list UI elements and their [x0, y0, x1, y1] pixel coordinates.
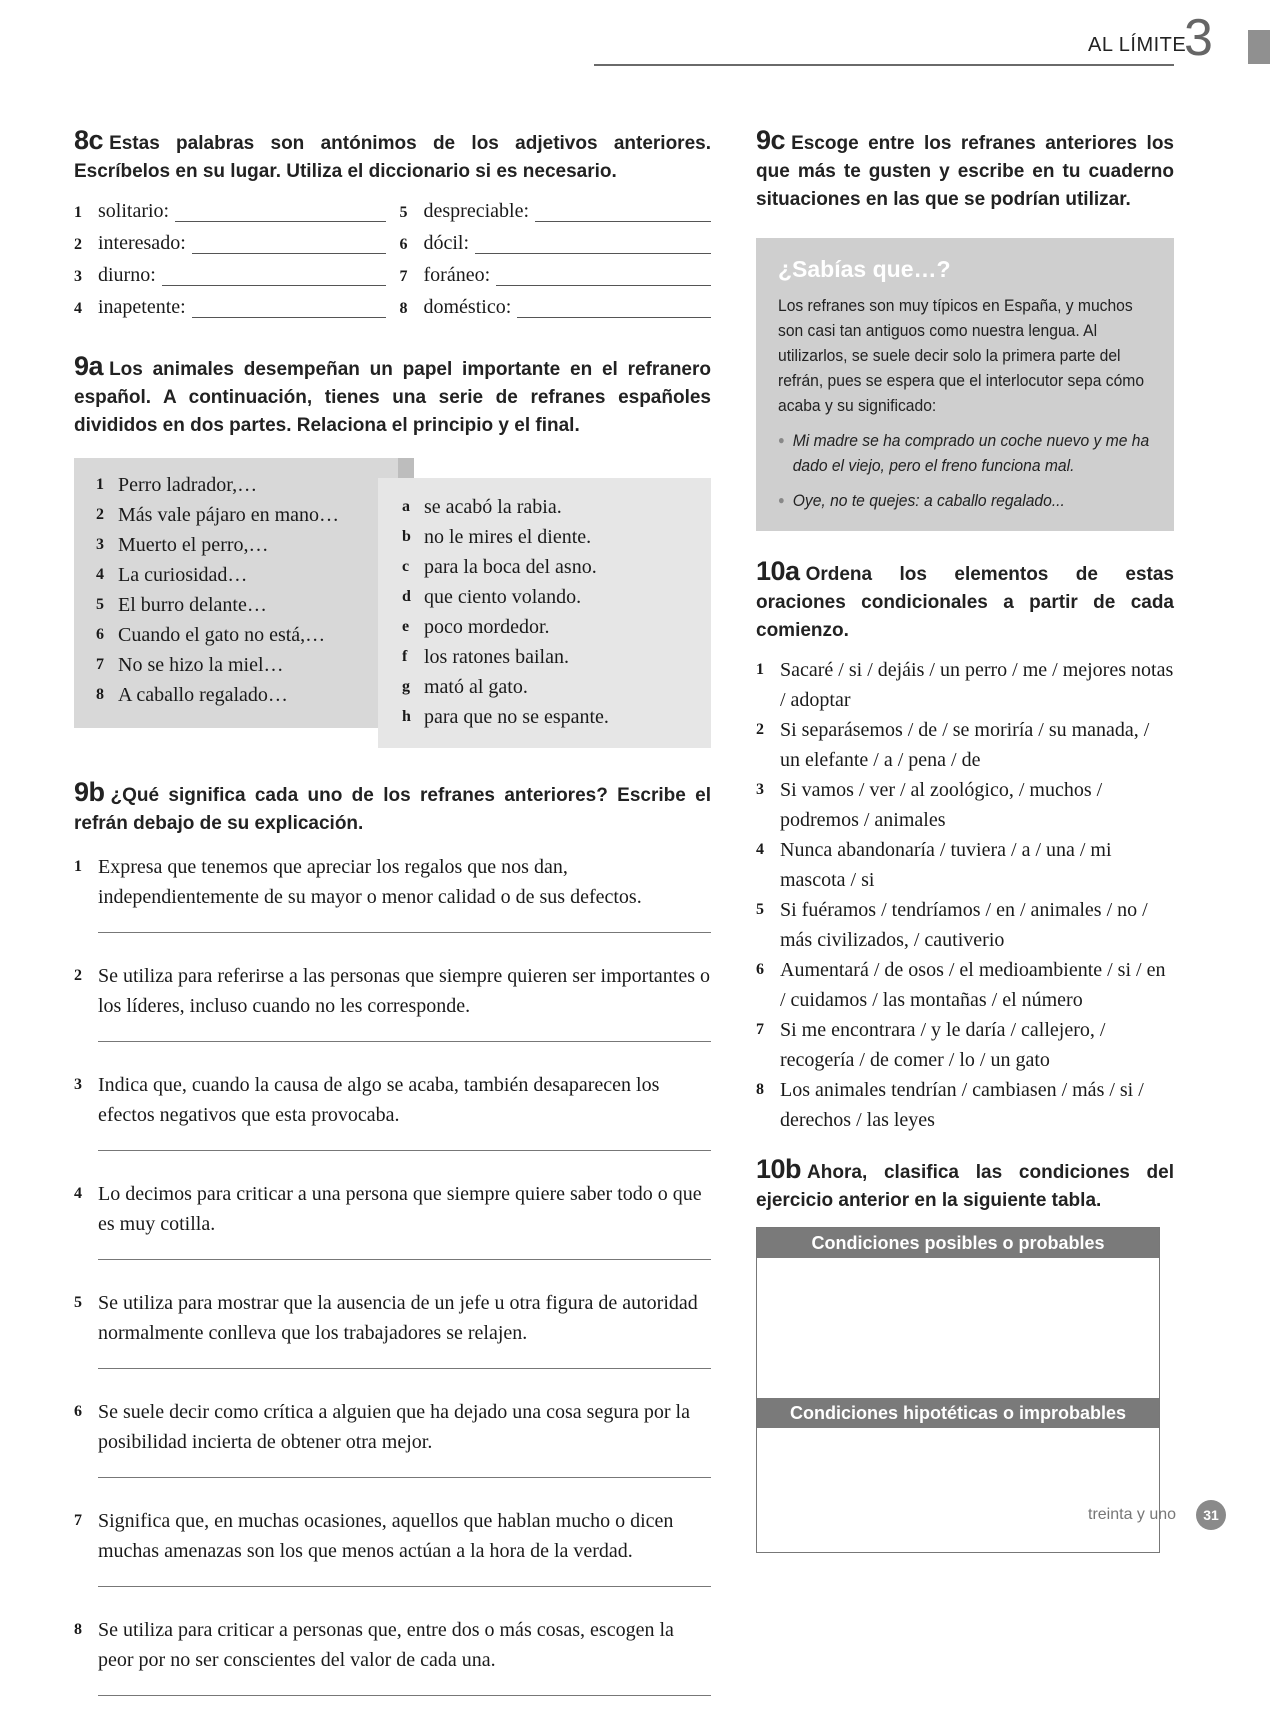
item-number: 3: [756, 781, 764, 798]
proverb-ending: [402, 702, 711, 732]
proverb-text: los ratones bailan.: [424, 646, 569, 668]
item-number: 6: [74, 1403, 82, 1420]
proverb-ending: [402, 522, 711, 552]
antonyms-list: [74, 196, 711, 324]
item-number: 8: [399, 300, 408, 317]
conditions-table: [756, 1227, 1160, 1553]
item-number: 5: [96, 596, 104, 613]
proverb-beginning: [96, 560, 398, 590]
exercise-9a-instruction: Los animales desempeñan un papel importante en el refranero español. A continuación, tienes una serie de refranes españoles divididos en dos partes. Relaciona el principio y el final.: [74, 359, 711, 436]
item-number: 1: [96, 476, 104, 493]
item-number: 1: [74, 204, 82, 221]
proverb-text: no le mires el diente.: [424, 526, 592, 548]
proverb-beginning: [96, 680, 398, 710]
item-number: 2: [756, 721, 764, 738]
exercise-8c-number: 8c: [74, 125, 104, 155]
item-number: 6: [756, 961, 764, 978]
item-letter: a: [402, 498, 410, 515]
proverb-text: La curiosidad…: [118, 564, 248, 586]
item-letter: f: [402, 648, 408, 665]
antonym-word: doméstico:: [423, 296, 512, 318]
sentence-item: [756, 775, 1174, 835]
unit-title: AL LÍMITE: [1088, 34, 1187, 56]
sentence-item: [756, 1075, 1174, 1135]
answer-line[interactable]: [98, 1021, 711, 1042]
proverb-endings-box: [378, 478, 711, 748]
unit-number: 3: [1184, 9, 1213, 67]
sentences-to-order-list: [756, 655, 1174, 1135]
proverb-ending: [402, 492, 711, 522]
header-rule: [594, 64, 1174, 66]
answer-blank[interactable]: [535, 207, 711, 222]
table-header-possible: Condiciones posibles o probables: [757, 1228, 1159, 1258]
exercise-9b: [74, 778, 711, 1710]
unit-tab-marker: [1248, 30, 1270, 64]
meanings-list: [74, 852, 711, 1710]
proverb-text: para que no se espante.: [424, 706, 609, 728]
item-number: 4: [74, 300, 82, 317]
antonym-item: [74, 292, 386, 324]
exercise-10a-number: 10a: [756, 556, 800, 586]
antonym-word: dócil:: [423, 232, 470, 254]
antonym-item: [400, 260, 712, 292]
left-column: [74, 126, 711, 1710]
item-number: 7: [96, 656, 104, 673]
item-number: 1: [74, 858, 82, 875]
antonym-word: interesado:: [98, 232, 186, 254]
sentence-item: [756, 895, 1174, 955]
exercise-9b-instruction: ¿Qué significa cada uno de los refranes anteriores? Escribe el refrán debajo de su explicación.: [74, 785, 711, 834]
table-header-hypothetical: Condiciones hipotéticas o improbables: [757, 1398, 1159, 1428]
item-letter: b: [402, 528, 411, 545]
meaning-text: Se utiliza para referirse a las personas que siempre quieren ser importantes o los líderes, incluso cuando no les corresponde.: [98, 965, 710, 1017]
proverb-text: para la boca del asno.: [424, 556, 597, 578]
antonym-item: [74, 228, 386, 260]
bullet-icon: ●: [778, 493, 785, 507]
proverb-text: A caballo regalado…: [118, 684, 288, 706]
table-cell-hypothetical[interactable]: [757, 1428, 1159, 1552]
item-letter: g: [402, 678, 410, 695]
did-you-know-body: Los refranes son muy típicos en España, y muchos son casi tan antiguos como nuestra lengua. Al utilizarlos, se suele decir solo la primera parte del refrán, pues se espera que el interlocutor sepa cómo acaba y su significado:: [778, 296, 1145, 415]
proverb-text: que ciento volando.: [424, 586, 582, 608]
sentence-text: Nunca abandonaría / tuviera / a / una / mi mascota / si: [780, 839, 1112, 891]
exercise-9b-heading: [74, 778, 711, 838]
item-number: 4: [756, 841, 764, 858]
item-letter: d: [402, 588, 411, 605]
answer-line[interactable]: [98, 1348, 711, 1369]
proverb-text: Más vale pájaro en mano…: [118, 504, 340, 526]
answer-line[interactable]: [98, 1566, 711, 1587]
exercise-10a-instruction: Ordena los elementos de estas oraciones condicionales a partir de cada comienzo.: [756, 564, 1174, 641]
sentence-text: Sacaré / si / dejáis / un perro / me / mejores notas / adoptar: [780, 659, 1174, 711]
antonym-item: [400, 196, 712, 228]
meaning-text: Significa que, en muchas ocasiones, aquellos que hablan mucho o dicen muchas amenazas son los que menos actúan a la hora de la verdad.: [98, 1510, 674, 1562]
exercise-8c-instruction: Estas palabras son antónimos de los adjetivos anteriores. Escríbelos en su lugar. Utiliza el diccionario si es necesario.: [74, 133, 711, 182]
meaning-item: [74, 1615, 711, 1710]
sentence-item: [756, 1015, 1174, 1075]
item-letter: e: [402, 618, 410, 635]
meaning-text-row: [74, 1506, 711, 1566]
exercise-9c-instruction: Escoge entre los refranes anteriores los que más te gusten y escribe en tu cuaderno situaciones en las que se podrían utilizar.: [756, 133, 1174, 210]
proverb-ending: [402, 552, 711, 582]
meaning-item: [74, 1070, 711, 1165]
antonym-word: diurno:: [98, 264, 156, 286]
item-number: 4: [74, 1185, 82, 1202]
answer-line[interactable]: [98, 1239, 711, 1260]
proverb-beginning: [96, 500, 398, 530]
answer-blank[interactable]: [162, 271, 386, 286]
item-number: 1: [756, 661, 764, 678]
proverb-text: El burro delante…: [118, 594, 267, 616]
item-number: 7: [756, 1021, 764, 1038]
meaning-text-row: [74, 1070, 711, 1130]
antonym-word: foráneo:: [423, 264, 491, 286]
exercise-9a-number: 9a: [74, 351, 104, 381]
meaning-text: Indica que, cuando la causa de algo se acaba, también desaparecen los efectos negativos que esta provocaba.: [98, 1074, 660, 1126]
answer-blank[interactable]: [192, 303, 386, 318]
proverbs-matching: [74, 458, 711, 748]
sentence-text: Si vamos / ver / al zoológico, / muchos / podremos / animales: [780, 779, 1103, 831]
exercise-8c-heading: [74, 126, 711, 186]
meaning-text-row: [74, 961, 711, 1021]
proverb-text: poco mordedor.: [424, 616, 550, 638]
meaning-item: [74, 1288, 711, 1383]
item-number: 6: [96, 626, 104, 643]
antonym-item: [400, 292, 712, 324]
answer-line[interactable]: [98, 1675, 711, 1696]
exercise-10a-heading: [756, 557, 1174, 645]
item-number: 8: [756, 1081, 764, 1098]
exercise-9c-number: 9c: [756, 125, 786, 155]
proverb-text: Perro ladrador,…: [118, 474, 258, 496]
did-you-know-example: ● Oye, no te quejes: a caballo regalado...: [778, 488, 1151, 513]
meaning-text-row: [74, 1288, 711, 1348]
antonym-word: despreciable:: [423, 200, 529, 222]
item-number: 3: [96, 536, 104, 553]
proverb-ending: [402, 612, 711, 642]
antonym-word: inapetente:: [98, 296, 186, 318]
antonym-item: [74, 260, 386, 292]
item-number: 6: [399, 236, 408, 253]
meaning-text: Se utiliza para criticar a personas que, entre dos o más cosas, escogen la peor por no ser conscientes del valor de cada una.: [98, 1619, 674, 1671]
meaning-text-row: [74, 852, 711, 912]
proverb-beginning: [96, 650, 398, 680]
sentence-item: [756, 655, 1174, 715]
page-number-badge: 31: [1196, 1500, 1226, 1530]
exercise-10a: [756, 557, 1174, 1135]
answer-blank[interactable]: [496, 271, 711, 286]
item-number: 5: [756, 901, 764, 918]
meaning-item: [74, 961, 711, 1056]
item-number: 3: [74, 268, 82, 285]
antonym-item: [74, 196, 386, 228]
right-column: [756, 125, 1177, 1553]
exercise-9c: [756, 126, 1174, 214]
proverb-beginning: [96, 590, 398, 620]
meaning-item: [74, 1179, 711, 1274]
did-you-know-title: ¿Sabías que…?: [778, 256, 951, 282]
meaning-text: Lo decimos para criticar a una persona que siempre quiere saber todo o que es muy cotilla.: [98, 1183, 702, 1235]
meaning-text-row: [74, 1615, 711, 1675]
sentence-item: [756, 955, 1174, 1015]
page-number-text: treinta y uno: [1088, 1506, 1177, 1523]
answer-blank[interactable]: [192, 239, 386, 254]
meaning-text: Se suele decir como crítica a alguien que ha dejado una cosa segura por la posibilidad incierta de obtener otra mejor.: [98, 1401, 690, 1453]
item-number: 2: [74, 236, 82, 253]
sentence-item: [756, 715, 1174, 775]
item-number: 5: [74, 1294, 82, 1311]
meaning-text-row: [74, 1397, 711, 1457]
proverb-beginnings-box: [74, 458, 398, 728]
item-letter: c: [402, 558, 410, 575]
item-number: 7: [74, 1512, 82, 1529]
proverb-ending: [402, 642, 711, 672]
meaning-text: Se utiliza para mostrar que la ausencia de un jefe u otra figura de autoridad normalmente conlleva que los trabajadores se relajen.: [98, 1292, 698, 1344]
item-letter: h: [402, 708, 411, 725]
meaning-item: [74, 1506, 711, 1601]
sentence-item: [756, 835, 1174, 895]
sentence-text: Aumentará / de osos / el medioambiente / si / en / cuidamos / las montañas / el número: [780, 959, 1166, 1011]
proverb-beginning: [96, 470, 398, 500]
exercise-10b-instruction: Ahora, clasifica las condiciones del ejercicio anterior en la siguiente tabla.: [756, 1162, 1174, 1211]
answer-line[interactable]: [98, 912, 711, 933]
exercise-10b-number: 10b: [756, 1154, 802, 1184]
answer-line[interactable]: [98, 1457, 711, 1478]
exercise-9c-heading: [756, 126, 1174, 214]
meaning-item: [74, 852, 711, 947]
proverb-text: No se hizo la miel…: [118, 654, 284, 676]
exercise-8c: [74, 126, 711, 324]
item-number: 8: [96, 686, 104, 703]
bullet-icon: ●: [778, 433, 785, 447]
item-number: 7: [399, 268, 408, 285]
exercise-9a: [74, 352, 711, 748]
answer-blank[interactable]: [475, 239, 711, 254]
proverb-text: mató al gato.: [424, 676, 528, 698]
sentence-text: Si me encontrara / y le daría / callejero, / recogería / de comer / lo / un gato: [780, 1019, 1106, 1071]
did-you-know-example: ● Mi madre se ha comprado un coche nuevo y me ha dado el viejo, pero el freno funciona mal.: [778, 428, 1151, 478]
sentence-text: Si separásemos / de / se moriría / su manada, / un elefante / a / pena / de: [780, 719, 1150, 771]
item-number: 3: [74, 1076, 82, 1093]
proverb-text: Muerto el perro,…: [118, 534, 269, 556]
proverb-beginning: [96, 530, 398, 560]
exercise-9a-heading: [74, 352, 711, 440]
item-number: 4: [96, 566, 104, 583]
answer-line[interactable]: [98, 1130, 711, 1151]
meaning-text: Expresa que tenemos que apreciar los regalos que nos dan, independientemente de su mayor o menor calidad o de sus defectos.: [98, 856, 642, 908]
proverb-beginning: [96, 620, 398, 650]
table-cell-possible[interactable]: [757, 1258, 1159, 1398]
answer-blank[interactable]: [517, 303, 711, 318]
antonym-word: solitario:: [98, 200, 170, 222]
answer-blank[interactable]: [175, 207, 385, 222]
exercise-9b-number: 9b: [74, 777, 105, 807]
item-number: 5: [399, 204, 408, 221]
proverb-ending: [402, 582, 711, 612]
meaning-item: [74, 1397, 711, 1492]
item-number: 2: [74, 967, 82, 984]
proverb-ending: [402, 672, 711, 702]
meaning-text-row: [74, 1179, 711, 1239]
did-you-know-box: [756, 238, 1174, 531]
exercise-10b: [756, 1154, 1177, 1553]
item-number: 2: [96, 506, 104, 523]
proverb-text: Cuando el gato no está,…: [118, 624, 326, 646]
sentence-text: Los animales tendrían / cambiasen / más / si / derechos / las leyes: [780, 1079, 1144, 1131]
sentence-text: Si fuéramos / tendríamos / en / animales / no / más civilizados, / cautiverio: [780, 899, 1148, 951]
item-number: 8: [74, 1621, 82, 1638]
exercise-10b-heading: [756, 1155, 1174, 1215]
antonym-item: [400, 228, 712, 260]
proverb-text: se acabó la rabia.: [424, 496, 562, 518]
